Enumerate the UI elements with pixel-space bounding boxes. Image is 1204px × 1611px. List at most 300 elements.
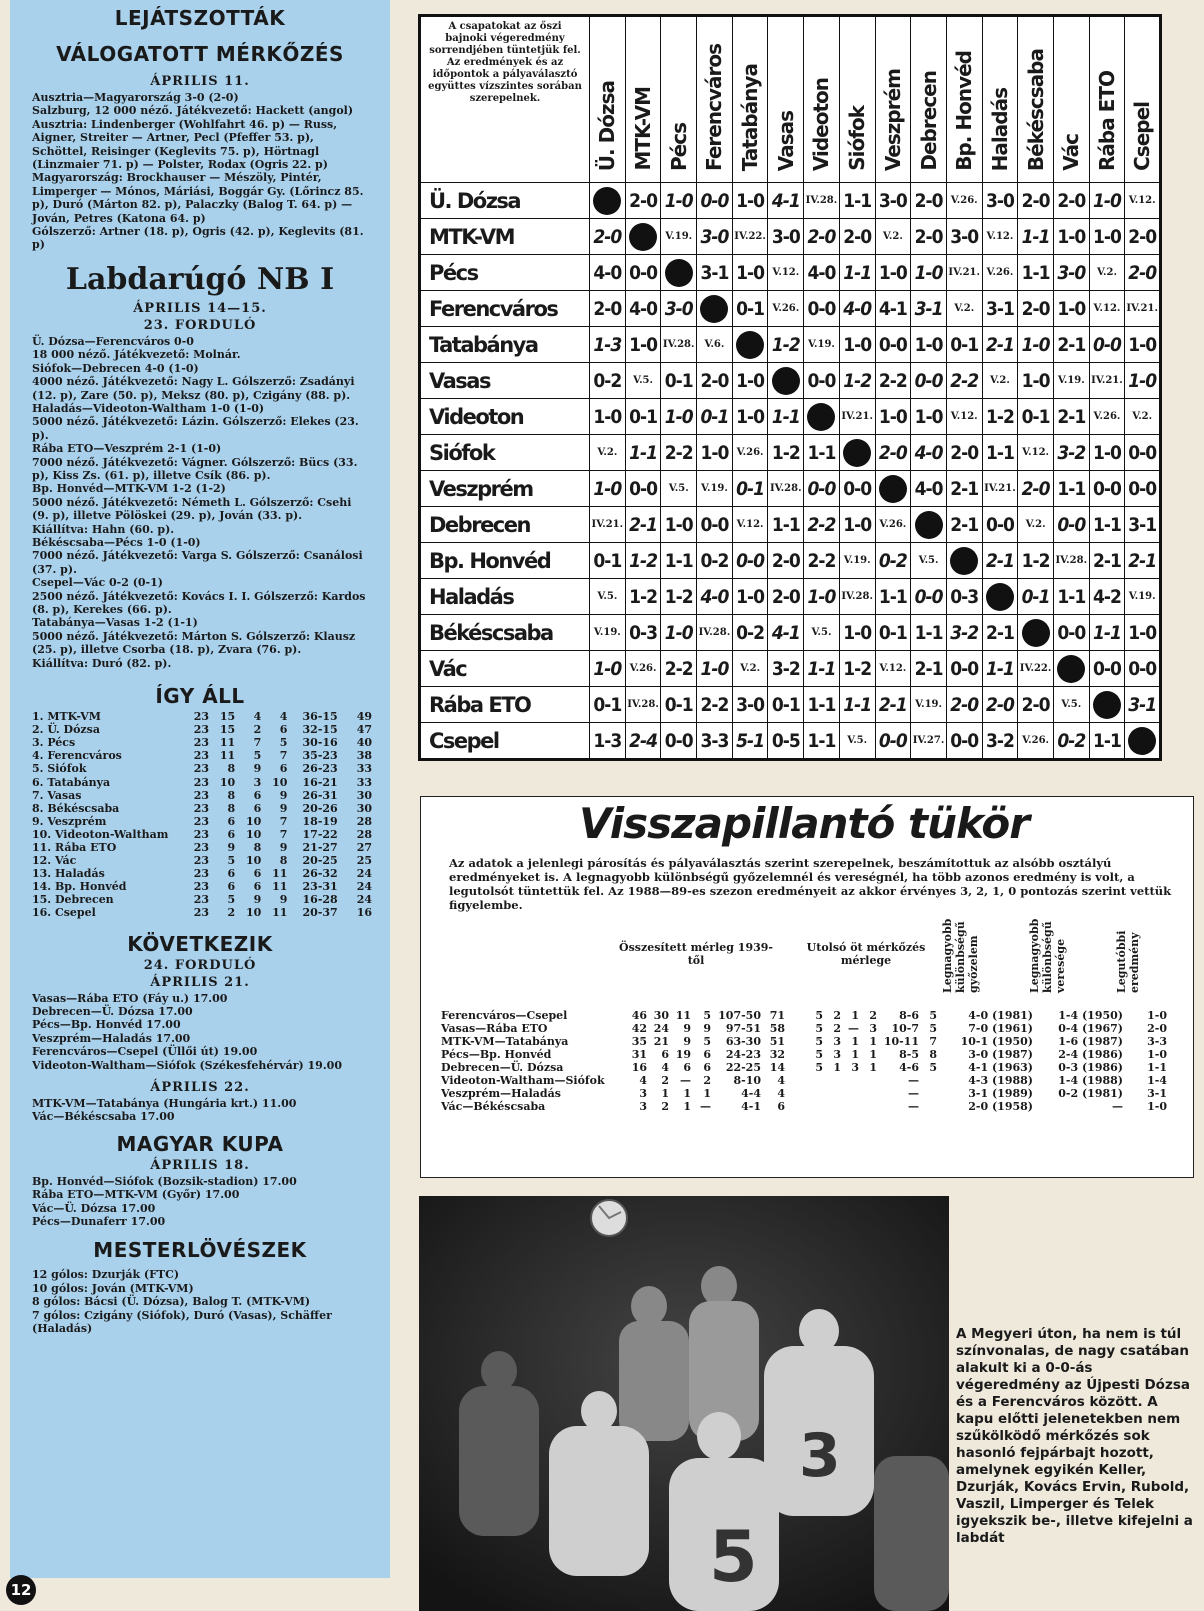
grid-result-cell: 3-0	[661, 291, 697, 327]
grid-result-cell: IV.28.	[625, 687, 661, 723]
grid-result-cell: 1-1	[839, 687, 875, 723]
mirror-cell: 4	[661, 1061, 669, 1074]
head-last: Legutóbbi eredmény	[1115, 930, 1141, 993]
grid-result-cell: 2-1	[946, 471, 982, 507]
mirror-intro: Az adatok a jelenlegi párosítás és pályaválasztás szerint szerepelnek, beszámítottuk az alsóbb osztályú eredményeket is. A legnagyobb különbségű győzelemnél és vereségnél, ha több azonos eredmény is volt, a legutolsót tüntettük fel. Az 1988—89-es szezon eredményeit az akkor érvényes 3, 2, 1, 0 pontozás szerint vettük figyelembe.	[449, 856, 1172, 912]
grid-result-cell: 2-0	[590, 291, 626, 327]
mirror-cell: 3	[833, 1048, 841, 1061]
grid-result-cell: 0-2	[875, 543, 911, 579]
grid-column-header	[590, 16, 626, 183]
grid-row-header: Vác	[420, 651, 590, 687]
grid-result-cell: 0-0	[732, 543, 768, 579]
grid-result-cell: 1-2	[625, 543, 661, 579]
grid-result-cell: 3-1	[697, 255, 733, 291]
standings-cell: 6	[227, 880, 236, 894]
mirror-cell	[843, 1074, 861, 1087]
grid-result-cell: 1-0	[661, 183, 697, 219]
grid-row	[420, 363, 1161, 399]
grid-result-cell: V.26.	[768, 291, 804, 327]
grid-row	[420, 651, 1161, 687]
grid-result-cell: 3-0	[1053, 255, 1089, 291]
grid-column-label: Videoton	[809, 77, 834, 171]
mirror-cell: 46	[631, 1009, 647, 1022]
grid-result-cell: 1-1	[804, 687, 840, 723]
standings-cell: 20-26	[302, 801, 338, 815]
standings-row	[32, 893, 372, 906]
grid-result-cell: 2-0	[768, 543, 804, 579]
cup-fixtures: Bp. Honvéd—Siófok (Bozsik-stadion) 17.00 Rába ETO—MTK-VM (Győr) 17.00 Vác—Ü. Dózsa 17.00 Pécs—Dunaferr 17.00	[32, 1174, 297, 1228]
grid-result-cell: 2-1	[982, 327, 1018, 363]
standings-cell: 23	[193, 854, 210, 868]
standings-table	[32, 710, 372, 920]
standings-cell: 28	[356, 827, 372, 841]
mirror-cell: 5	[815, 1009, 823, 1022]
mirror-cell: 97-51	[725, 1022, 761, 1035]
standings-cell: 3. Pécs	[32, 736, 76, 750]
standings-cell: 10. Videoton-Waltham	[32, 827, 169, 841]
grid-result-cell: 2-0	[697, 363, 733, 399]
standings-cell: 8	[227, 762, 236, 776]
mirror-cell: 71	[769, 1009, 785, 1022]
grid-result-cell: 0-3	[946, 579, 982, 615]
standings-cell: 32-15	[302, 723, 338, 737]
mirror-cell	[921, 1100, 951, 1113]
black-dot-icon	[807, 403, 835, 431]
standings-cell: 25	[356, 854, 372, 868]
grid-result-cell: 1-2	[768, 327, 804, 363]
mirror-cell: 1-6 (1987)	[1058, 1035, 1123, 1048]
mirror-cell: 3-3	[1147, 1035, 1167, 1048]
next-round: 24. FORDULÓ	[143, 957, 257, 973]
grid-result-cell: 1-0	[590, 651, 626, 687]
grid-row	[420, 543, 1161, 579]
grid-result-cell: 1-1	[1089, 615, 1125, 651]
grid-result-cell: 2-0	[1018, 471, 1054, 507]
mirror-cell: 35	[631, 1035, 647, 1048]
grid-row	[420, 435, 1161, 471]
grid-column-label: Debrecen	[916, 71, 941, 171]
standings-cell: 23	[193, 749, 210, 763]
standings-cell: 5. Siófok	[32, 762, 87, 776]
grid-result-cell: V.12.	[946, 399, 982, 435]
mirror-cell: 8	[929, 1048, 937, 1061]
grid-row-header: Ü. Dózsa	[420, 183, 590, 219]
grid-column-label: Siófok	[845, 106, 870, 171]
grid-result-cell: 0-0	[1089, 327, 1125, 363]
mirror-cell: 22-25	[725, 1061, 761, 1074]
standings-cell: 23-31	[302, 880, 338, 894]
mirror-cell: 1	[833, 1061, 841, 1074]
mirror-cell: 4-6	[899, 1061, 919, 1074]
grid-result-cell: 0-0	[625, 255, 661, 291]
grid-result-cell: IV.28.	[1053, 543, 1089, 579]
grid-result-cell: 0-0	[1089, 651, 1125, 687]
grid-result-cell: 1-3	[590, 723, 626, 760]
grid-result-cell: 0-2	[1053, 723, 1089, 760]
mirror-cell: 6	[777, 1100, 785, 1113]
mirror-cell: 14	[769, 1061, 785, 1074]
grid-result-cell: 0-0	[1125, 471, 1161, 507]
standings-cell: 23	[193, 762, 210, 776]
standings-cell: 16-21	[302, 775, 338, 789]
grid-result-cell: V.12.	[982, 219, 1018, 255]
grid-row	[420, 183, 1161, 219]
standings-cell: 10	[272, 775, 288, 789]
mirror-cell	[799, 1074, 825, 1087]
mirror-row	[439, 1087, 1169, 1100]
grid-result-cell: 2-0	[804, 219, 840, 255]
grid-result-cell: 0-2	[732, 615, 768, 651]
grid-result-cell: 0-1	[732, 291, 768, 327]
mirror-cell: 4	[777, 1087, 785, 1100]
mirror-cell: Vác—Békéscsaba	[441, 1100, 546, 1113]
standings-cell: 9. Veszprém	[32, 814, 107, 828]
grid-result-cell: 2-1	[1125, 543, 1161, 579]
standings-cell: 6	[227, 814, 236, 828]
standings-cell: 28	[356, 814, 372, 828]
standings-cell: 11. Rába ETO	[32, 840, 117, 854]
grid-row-header: Debrecen	[420, 507, 590, 543]
mirror-cell: 1	[851, 1048, 859, 1061]
grid-result-cell: V.26.	[875, 507, 911, 543]
grid-result-cell: 1-2	[768, 435, 804, 471]
mirror-cell: 3	[869, 1022, 877, 1035]
standings-cell: 11	[219, 736, 236, 750]
standings-cell: 23	[193, 775, 210, 789]
standings-cell: 7	[253, 736, 262, 750]
grid-row	[420, 219, 1161, 255]
grid-result-cell: 0-1	[1018, 579, 1054, 615]
grid-column-header	[1089, 16, 1125, 183]
grid-result-cell: IV.21.	[946, 255, 982, 291]
mirror-cell: 4-3 (1988)	[968, 1074, 1033, 1087]
grid-result-cell: 3-0	[768, 219, 804, 255]
grid-result-cell: 1-2	[839, 651, 875, 687]
grid-result-cell: 2-0	[625, 183, 661, 219]
grid-row	[420, 471, 1161, 507]
grid-result-cell: 2-2	[661, 651, 697, 687]
grid-result-cell: V.5.	[911, 543, 947, 579]
grid-result-cell: IV.28.	[839, 579, 875, 615]
grid-result-cell: 2-2	[804, 543, 840, 579]
grid-result-cell: 0-0	[982, 507, 1018, 543]
grid-column-label: Vasas	[773, 110, 798, 171]
standings-row	[32, 736, 372, 749]
grid-result-cell: V.2.	[946, 291, 982, 327]
next-fixtures-1: Vasas—Rába ETO (Fáy u.) 17.00 Debrecen—Ü. Dózsa 17.00 Pécs—Bp. Honvéd 17.00 Veszprém—Haladás 17.00 Ferencváros—Csepel (Üllői út) 19.00 Videoton-Waltham—Siófok (Székesfehérvár) 19.00	[32, 991, 342, 1072]
grid-result-cell: 3-0	[732, 687, 768, 723]
mirror-cell: 7	[929, 1035, 937, 1048]
grid-result-cell: 0-1	[625, 399, 661, 435]
grid-diagonal-cell	[697, 291, 733, 327]
grid-result-cell: 4-1	[875, 291, 911, 327]
grid-result-cell: 0-0	[911, 579, 947, 615]
standings-row	[32, 802, 372, 815]
standings-cell: 24	[356, 867, 372, 881]
grid-result-cell: 0-0	[1125, 435, 1161, 471]
standings-cell: 10	[245, 854, 262, 868]
grid-result-cell: 3-3	[697, 723, 733, 760]
grid-result-cell: 2-2	[804, 507, 840, 543]
mirror-cell	[843, 1087, 861, 1100]
grid-row	[420, 291, 1161, 327]
grid-column-header	[911, 16, 947, 183]
grid-result-cell: 1-0	[911, 255, 947, 291]
grid-result-cell: 1-0	[911, 327, 947, 363]
standings-cell: 24	[356, 880, 372, 894]
mirror-cell: Debrecen—Ü. Dózsa	[441, 1061, 564, 1074]
mirror-cell: —	[908, 1087, 919, 1100]
mirror-box	[420, 796, 1194, 1178]
standings-cell: 33	[356, 775, 372, 789]
grid-result-cell: 4-0	[590, 255, 626, 291]
grid-column-label: Tatabánya	[738, 63, 763, 171]
standings-cell: 15. Debrecen	[32, 893, 114, 907]
grid-result-cell: IV.28.	[661, 327, 697, 363]
head-total: Összesített mérleg 1939-től	[619, 941, 773, 967]
mirror-cell: 6	[683, 1061, 691, 1074]
mirror-cell: 6	[661, 1048, 669, 1061]
standings-cell: 8	[253, 840, 262, 854]
standings-cell: 7	[279, 827, 288, 841]
grid-row-header: Tatabánya	[420, 327, 590, 363]
next-date-1: ÁPRILIS 21.	[150, 974, 250, 990]
grid-result-cell: 2-4	[625, 723, 661, 760]
grid-row-header: Videoton	[420, 399, 590, 435]
standings-cell: 35-23	[302, 749, 338, 763]
mirror-cell: 2	[869, 1009, 877, 1022]
grid-result-cell: 2-0	[911, 219, 947, 255]
grid-result-cell: 3-1	[1125, 687, 1161, 723]
grid-result-cell: 0-5	[768, 723, 804, 760]
svg-text:5: 5	[709, 1516, 758, 1598]
standings-row	[32, 906, 372, 919]
cup-date: ÁPRILIS 18.	[150, 1157, 250, 1173]
grid-result-cell: V.12.	[732, 507, 768, 543]
standings-cell: 23	[193, 840, 210, 854]
mirror-cell: 3	[851, 1061, 859, 1074]
grid-diagonal-cell	[839, 435, 875, 471]
grid-result-cell: 0-1	[875, 615, 911, 651]
grid-result-cell: 2-2	[697, 687, 733, 723]
mirror-cell	[825, 1074, 843, 1087]
grid-result-cell: 1-1	[839, 183, 875, 219]
mirror-cell: —	[908, 1100, 919, 1113]
mirror-cell: 58	[769, 1022, 785, 1035]
grid-column-label: Békéscsaba	[1023, 48, 1048, 171]
league-date: ÁPRILIS 14—15.	[133, 300, 267, 316]
grid-result-cell: V.26.	[982, 255, 1018, 291]
grid-result-cell: 1-0	[911, 399, 947, 435]
mirror-cell: 1	[661, 1087, 669, 1100]
standings-cell: 23	[193, 906, 210, 920]
page-number: 12	[6, 1575, 36, 1605]
mirror-cell: 2	[661, 1074, 669, 1087]
grid-result-cell: 2-0	[768, 579, 804, 615]
mirror-cell: 1-4 (1950)	[1058, 1009, 1123, 1022]
standings-row	[32, 880, 372, 893]
mirror-cell: —	[680, 1074, 691, 1087]
mirror-cell: 42	[631, 1022, 647, 1035]
mirror-cell: 3-1	[1147, 1087, 1167, 1100]
standings-cell: 5	[227, 854, 236, 868]
standings-cell: 8	[227, 801, 236, 815]
grid-result-cell: 1-1	[804, 651, 840, 687]
grid-diagonal-cell	[590, 183, 626, 219]
standings-cell: 2. Ü. Dózsa	[32, 723, 100, 737]
scorers-title: MESTERLÖVÉSZEK	[93, 1238, 307, 1263]
left-column	[10, 0, 390, 1578]
black-dot-icon	[915, 511, 943, 539]
grid-result-cell: IV.22.	[732, 219, 768, 255]
standings-row	[32, 789, 372, 802]
standings-cell: 6	[227, 867, 236, 881]
standings-cell: 26-32	[302, 867, 338, 881]
standings-cell: 16. Csepel	[32, 906, 96, 920]
grid-result-cell: 2-0	[1053, 183, 1089, 219]
grid-corner-note: A csapatokat az őszi bajnoki végeredmény sorrendjében tüntetjük fel. Az eredmények és az időpontok a pályaválasztó együttes vízszintes sorában szerepelnek.	[420, 16, 590, 183]
grid-result-cell: 2-2	[875, 363, 911, 399]
mirror-cell	[843, 1100, 861, 1113]
grid-row	[420, 615, 1161, 651]
grid-result-cell: V.19.	[804, 327, 840, 363]
mirror-cell: 5	[703, 1009, 711, 1022]
grid-result-cell: 0-1	[768, 687, 804, 723]
grid-row	[420, 687, 1161, 723]
grid-diagonal-cell	[1018, 615, 1054, 651]
mirror-cell: —	[848, 1022, 859, 1035]
mirror-cell: 1	[683, 1100, 691, 1113]
grid-result-cell: 2-0	[1125, 255, 1161, 291]
grid-row-header: Vasas	[420, 363, 590, 399]
grid-result-cell: V.2.	[732, 651, 768, 687]
mirror-row	[439, 1074, 1169, 1087]
mirror-row	[439, 1035, 1169, 1048]
mirror-cell: 2	[661, 1100, 669, 1113]
grid-column-label: Rába ETO	[1094, 71, 1119, 171]
grid-row-header: Rába ETO	[420, 687, 590, 723]
grid-result-cell: 1-1	[1089, 723, 1125, 760]
black-dot-icon	[700, 295, 728, 323]
mirror-cell: —	[700, 1100, 711, 1113]
standings-cell: 38	[356, 749, 372, 763]
grid-result-cell: 2-1	[875, 687, 911, 723]
grid-result-cell: 2-1	[1053, 327, 1089, 363]
grid-diagonal-cell	[1089, 687, 1125, 723]
grid-result-cell: 2-0	[1018, 183, 1054, 219]
standings-cell: 9	[253, 893, 262, 907]
mirror-cell: 10-7	[891, 1022, 919, 1035]
grid-column-header	[625, 16, 661, 183]
standings-cell: 6	[253, 880, 262, 894]
mirror-cell: 5	[703, 1035, 711, 1048]
grid-result-cell: 3-0	[982, 183, 1018, 219]
black-dot-icon	[593, 187, 621, 215]
standings-cell: 9	[253, 762, 262, 776]
grid-column-label: Veszprém	[880, 68, 905, 171]
grid-diagonal-cell	[911, 507, 947, 543]
grid-result-cell: 2-0	[1125, 219, 1161, 255]
grid-result-cell: IV.21.	[982, 471, 1018, 507]
grid-result-cell: V.19.	[590, 615, 626, 651]
mirror-table	[439, 1009, 1169, 1113]
grid-result-cell: 4-1	[768, 615, 804, 651]
grid-result-cell: 1-2	[1018, 543, 1054, 579]
grid-result-cell: 4-0	[911, 471, 947, 507]
grid-result-cell: 2-0	[839, 219, 875, 255]
league-title: Labdarúgó NB I	[65, 261, 335, 297]
standings-cell: 23	[193, 827, 210, 841]
standings-cell: 6	[279, 762, 288, 776]
grid-column-header	[661, 16, 697, 183]
grid-column-label: Vác	[1059, 134, 1084, 171]
grid-result-cell: 1-0	[1089, 183, 1125, 219]
grid-result-cell: 2-0	[946, 687, 982, 723]
grid-column-header	[839, 16, 875, 183]
standings-cell: 7. Vasas	[32, 788, 82, 802]
grid-result-cell: 3-0	[946, 219, 982, 255]
grid-result-cell: 1-2	[839, 363, 875, 399]
mirror-cell: 6	[703, 1061, 711, 1074]
grid-result-cell: 4-2	[1089, 579, 1125, 615]
standings-cell: 6	[227, 827, 236, 841]
grid-result-cell: 1-1	[1053, 579, 1089, 615]
standings-cell: 2	[227, 906, 236, 920]
mirror-cell	[861, 1074, 879, 1087]
mirror-cell: 8-10	[733, 1074, 761, 1087]
grid-result-cell: 3-1	[982, 291, 1018, 327]
mirror-cell: 1	[703, 1087, 711, 1100]
grid-result-cell: V.19.	[1125, 579, 1161, 615]
mirror-cell: 4-0 (1981)	[968, 1009, 1033, 1022]
grid-result-cell: 2-1	[982, 615, 1018, 651]
grid-result-cell: 2-1	[982, 543, 1018, 579]
standings-cell: 23	[193, 723, 210, 737]
grid-result-cell: V.19.	[911, 687, 947, 723]
standings-cell: 49	[356, 710, 372, 724]
grid-result-cell: 2-1	[1089, 543, 1125, 579]
grid-column-label: Haladás	[987, 87, 1012, 171]
intl-date: ÁPRILIS 11.	[150, 74, 250, 89]
standings-cell: 14. Bp. Honvéd	[32, 880, 127, 894]
mirror-cell: 1-0	[1147, 1048, 1167, 1061]
standings-cell: 20-25	[302, 854, 338, 868]
mirror-cell: 10-11	[883, 1035, 919, 1048]
grid-result-cell: 2-1	[1053, 399, 1089, 435]
match-photo-illustration	[419, 1196, 949, 1611]
standings-row	[32, 749, 372, 762]
grid-diagonal-cell	[768, 363, 804, 399]
grid-result-cell: 0-2	[590, 363, 626, 399]
mirror-cell: 1-4	[1147, 1074, 1167, 1087]
standings-cell: 6. Tatabánya	[32, 775, 111, 789]
grid-row	[420, 723, 1161, 760]
grid-result-cell: 1-1	[1018, 255, 1054, 291]
grid-result-cell: 1-0	[1125, 615, 1161, 651]
grid-result-cell: 1-0	[1018, 327, 1054, 363]
standings-cell: 18-19	[302, 814, 338, 828]
grid-result-cell: 1-1	[982, 435, 1018, 471]
black-dot-icon	[986, 583, 1014, 611]
standings-cell: 9	[279, 893, 288, 907]
grid-result-cell: 1-0	[661, 507, 697, 543]
standings-cell: 21-27	[302, 840, 338, 854]
mirror-cell: 0-2 (1981)	[1058, 1087, 1123, 1100]
grid-result-cell: 1-0	[1089, 219, 1125, 255]
grid-result-cell: IV.28.	[768, 471, 804, 507]
grid-result-cell: 0-0	[875, 723, 911, 760]
grid-row-header: Bp. Honvéd	[420, 543, 590, 579]
